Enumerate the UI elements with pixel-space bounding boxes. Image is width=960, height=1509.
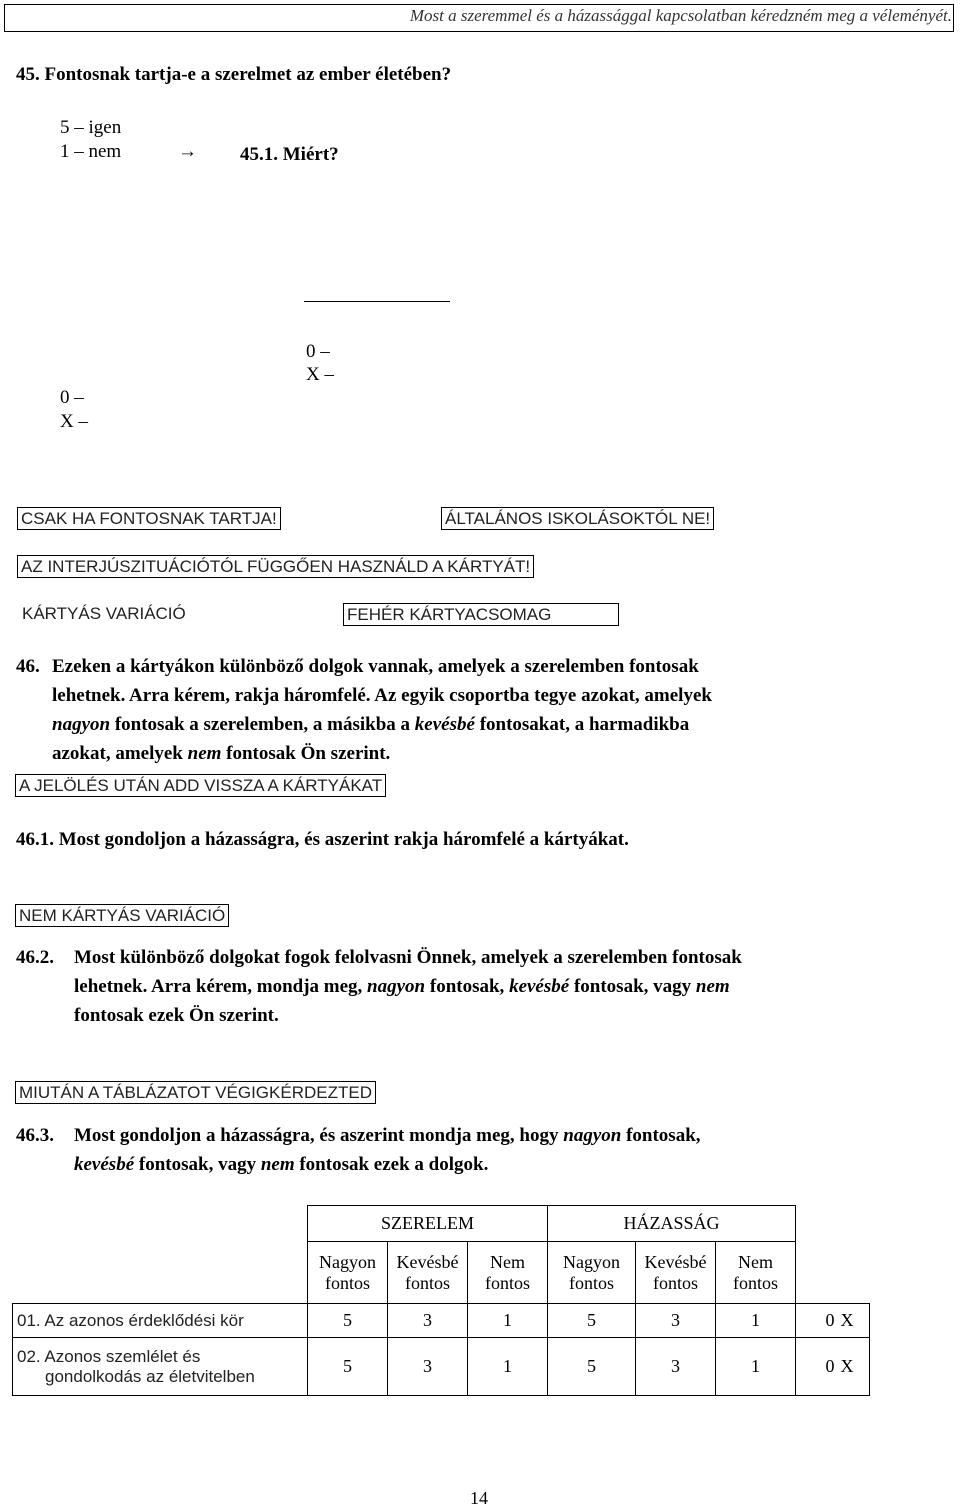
code-x-left: X – bbox=[60, 411, 88, 432]
question-45-1: 45.1. Miért? bbox=[240, 144, 339, 165]
col-header bbox=[388, 1242, 468, 1304]
page-number: 14 bbox=[470, 1488, 488, 1508]
text-span: fontosak ezek a dolgok. bbox=[294, 1154, 489, 1175]
question-46-line4 bbox=[52, 739, 390, 768]
row-label: 01. Az azonos érdeklődési kör bbox=[13, 1304, 308, 1338]
emph-nagyon: nagyon bbox=[367, 976, 426, 997]
option-yes: 5 – igen bbox=[60, 117, 122, 138]
col-header bbox=[636, 1242, 716, 1304]
col-header-word: Nagyon bbox=[563, 1251, 620, 1272]
question-46-2-line2 bbox=[74, 972, 730, 1001]
code-cell[interactable]: 3 bbox=[636, 1338, 716, 1396]
text-span: azokat, amelyek bbox=[52, 743, 188, 764]
code-cell[interactable]: 5 bbox=[308, 1304, 388, 1338]
question-46-1: 46.1. Most gondoljon a házasságra, és aszerint rakja háromfelé a kártyákat. bbox=[16, 829, 629, 850]
page-header-text: Most a szeremmel és a házassággal kapcsolatban kéredzném meg a véleményét. bbox=[409, 6, 952, 25]
code-cell[interactable]: 3 bbox=[636, 1304, 716, 1338]
q46-line2-normal: Az egyik csoportba tegye azokat, amelyek bbox=[370, 685, 712, 706]
spacer bbox=[841, 1242, 870, 1304]
col-header-word: fontos bbox=[733, 1272, 778, 1293]
emph-kevesbe: kevésbé bbox=[74, 1154, 135, 1175]
emph-nagyon: nagyon bbox=[563, 1125, 622, 1146]
code-cell[interactable]: 3 bbox=[388, 1338, 468, 1396]
col-header bbox=[548, 1242, 636, 1304]
code-cell[interactable]: 1 bbox=[468, 1304, 548, 1338]
question-46-3-line2 bbox=[74, 1150, 488, 1179]
col-header-word: Nem bbox=[490, 1251, 525, 1272]
question-46-3-line1 bbox=[74, 1121, 701, 1150]
col-header bbox=[308, 1242, 388, 1304]
answer-line bbox=[304, 301, 450, 302]
row-label-line1: 02. Azonos szemlélet és bbox=[17, 1346, 201, 1366]
question-46-number: 46. bbox=[16, 656, 40, 677]
text-span: fontosakat, a harmadikba bbox=[474, 714, 690, 735]
instruction-return-cards: A JELÖLÉS UTÁN ADD VISSZA A KÁRTYÁKAT bbox=[15, 774, 386, 797]
code-x-right: X – bbox=[306, 364, 334, 385]
row-label bbox=[13, 1338, 308, 1396]
emph-nem: nem bbox=[187, 743, 222, 764]
text-span: fontosak, vagy bbox=[134, 1154, 261, 1175]
text-span: fontosak, vagy bbox=[569, 976, 696, 997]
group-header-hazassag: HÁZASSÁG bbox=[548, 1206, 796, 1242]
code-zero-left: 0 – bbox=[60, 387, 84, 408]
rating-table bbox=[12, 1205, 870, 1396]
text-span: fontosak a szerelemben, a másikba a bbox=[110, 714, 415, 735]
spacer bbox=[796, 1206, 841, 1242]
code-zero-right: 0 – bbox=[306, 341, 330, 362]
code-cell[interactable]: 1 bbox=[716, 1338, 796, 1396]
label-card-variant: KÁRTYÁS VARIÁCIÓ bbox=[22, 604, 186, 623]
spacer bbox=[796, 1242, 841, 1304]
code-cell[interactable]: 1 bbox=[716, 1304, 796, 1338]
instruction-only-if-important: CSAK HA FONTOSNAK TARTJA! bbox=[17, 507, 281, 530]
col-header bbox=[716, 1242, 796, 1304]
table-corner bbox=[13, 1242, 308, 1304]
emph-nem: nem bbox=[695, 976, 730, 997]
col-header-word: Nagyon bbox=[319, 1251, 376, 1272]
table-corner bbox=[13, 1206, 308, 1242]
question-46-line3 bbox=[52, 710, 689, 739]
table-row bbox=[13, 1338, 870, 1396]
col-header-word: fontos bbox=[405, 1272, 450, 1293]
arrow-right-icon: → bbox=[178, 141, 197, 162]
spacer bbox=[841, 1206, 870, 1242]
code-cell[interactable]: 3 bbox=[388, 1304, 468, 1338]
code-cell[interactable]: 5 bbox=[548, 1338, 636, 1396]
code-cell-x[interactable]: X bbox=[841, 1338, 870, 1396]
text-span: fontosak, bbox=[425, 976, 510, 997]
instruction-after-table: MIUTÁN A TÁBLÁZATOT VÉGIGKÉRDEZTED bbox=[15, 1081, 376, 1104]
code-cell[interactable]: 1 bbox=[468, 1338, 548, 1396]
col-header-word: Nem bbox=[738, 1251, 773, 1272]
question-46-2-number: 46.2. bbox=[16, 947, 54, 968]
code-cell-zero[interactable]: 0 bbox=[796, 1304, 841, 1338]
code-cell-x[interactable]: X bbox=[841, 1304, 870, 1338]
col-header-word: fontos bbox=[569, 1272, 614, 1293]
col-header-word: Kevésbé bbox=[396, 1251, 459, 1272]
emph-kevesbe: kevésbé bbox=[509, 976, 570, 997]
emph-kevesbe: kevésbé bbox=[414, 714, 475, 735]
group-header-szerelem: SZERELEM bbox=[308, 1206, 548, 1242]
row-label-line2: gondolkodás az életvitelben bbox=[45, 1366, 255, 1386]
emph-nagyon: nagyon bbox=[52, 714, 111, 735]
col-header-word: fontos bbox=[325, 1272, 370, 1293]
col-header-word: fontos bbox=[653, 1272, 698, 1293]
question-46-3-number: 46.3. bbox=[16, 1125, 54, 1146]
label-no-card-variant: NEM KÁRTYÁS VARIÁCIÓ bbox=[15, 904, 229, 927]
option-no: 1 – nem bbox=[60, 141, 122, 162]
col-header-word: fontos bbox=[485, 1272, 530, 1293]
text-span: Most gondoljon a házasságra, és aszerint mondja meg, hogy bbox=[74, 1125, 564, 1146]
table-row bbox=[13, 1304, 870, 1338]
question-46-2-line1: Most különböző dolgokat fogok felolvasni Önnek, amelyek a szerelemben fontosak bbox=[74, 947, 742, 968]
instruction-not-elementary: ÁLTALÁNOS ISKOLÁSOKTÓL NE! bbox=[441, 507, 714, 530]
text-span: lehetnek. Arra kérem, mondja meg, bbox=[74, 976, 368, 997]
question-45-title: 45. Fontosnak tartja-e a szerelmet az ember életében? bbox=[16, 64, 452, 85]
question-46-line2 bbox=[52, 681, 712, 710]
text-span: fontosak Ön szerint. bbox=[221, 743, 391, 764]
q46-line2-bold: lehetnek. Arra kérem, rakja háromfelé. bbox=[52, 685, 371, 706]
code-cell[interactable]: 5 bbox=[548, 1304, 636, 1338]
question-46-line1: Ezeken a kártyákon különböző dolgok vannak, amelyek a szerelemben fontosak bbox=[52, 656, 699, 677]
col-header bbox=[468, 1242, 548, 1304]
text-span: fontosak, bbox=[621, 1125, 701, 1146]
instruction-use-cards: AZ INTERJÚSZITUÁCIÓTÓL FÜGGŐEN HASZNÁLD A KÁRTYÁT! bbox=[17, 555, 534, 578]
col-header-word: Kevésbé bbox=[644, 1251, 707, 1272]
question-46-2-line3: fontosak ezek Ön szerint. bbox=[74, 1005, 279, 1026]
emph-nem: nem bbox=[260, 1154, 295, 1175]
code-cell[interactable]: 5 bbox=[308, 1338, 388, 1396]
instruction-white-deck: FEHÉR KÁRTYACSOMAG bbox=[343, 603, 619, 626]
code-cell-zero[interactable]: 0 bbox=[796, 1338, 841, 1396]
